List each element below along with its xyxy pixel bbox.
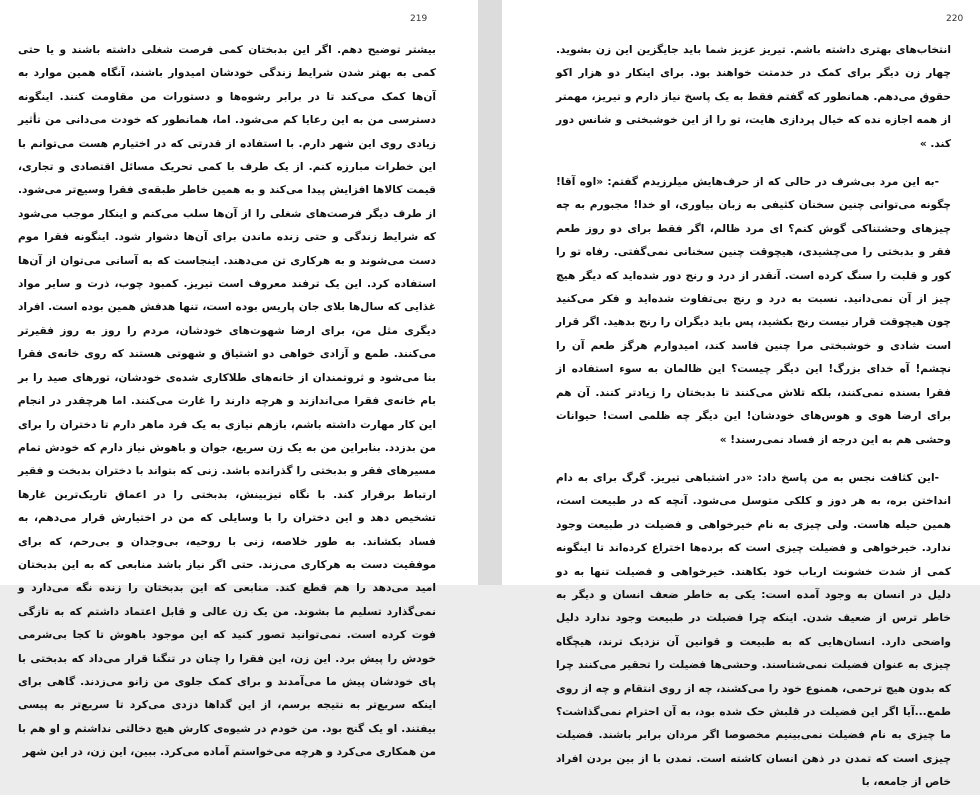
page-right — [502, 0, 980, 789]
page-number-left: 219 — [410, 14, 428, 24]
page-text-left — [18, 39, 436, 765]
page-left — [0, 0, 478, 759]
paragraph: انتخاب‌های بهتری داشته باشم. تیریز عزیز شما باید جایگزین این زن بشوید. چهار زن دیگر برای کمک در خدمتت خواهند بود. برای اینکار دو هزار اکو حقوق می‌دهم. همانطور که گفتم فقط به یک پاسخ نیاز دارم و تیریز، مهمتر از همه اجازه نده که خیال پردازی هایت، تو را از این خوشبختی و شانس دور کند. » — [556, 44, 951, 150]
page-gutter — [478, 0, 502, 585]
page-text-right — [556, 39, 951, 795]
paragraph: بیشتر توضیح دهم. اگر این بدبختان کمی فرصت شغلی داشته باشند و یا حتی کمی به بهتر شدن شرایط زندگی خودشان امیدوار باشند، آنگاه همین موارد به آن‌ها کمک می‌کند تا در برابر رشوه‌ها و دستورات من مقاومت کنند. اینگونه دسترسی من به این رعایا کم می‌شود. اما، همانطور که خودت می‌دانی من تأثیر زیادی روی این شهر دارم. با استفاده از قدرتی که در اختیارم هست می‌توانم با این خطرات مبارزه کنم. از یک طرف با کمی تحریک مسائل اقتصادی و تجاری، قیمت کالاها افزایش پیدا می‌کند و به همین خاطر طبقه‌ی فقرا وسیع‌تر می‌شود. از طرف دیگر فرصت‌های شغلی را از آن‌ها سلب می‌کنم و اینکار موجب می‌شود که شرایط زندگی و حتی زنده ماندن برای آن‌ها دشوار شود. اینگونه فقرا موم دست می‌شوند و به هرکاری تن می‌دهند. اینجاست که به آسانی می‌توان از آن‌ها استفاده کرد. این یک ترفند معروف است تیریز. کمبود چوب، ذرت و سایر مواد غذایی که سال‌ها بلای جان پاریس بوده است، تنها هدفش همین بوده است. افراد دیگری مثل من، برای ارضا شهوت‌های خودشان، مردم را روز به روز فقیرتر می‌کنند. طمع و آزادی خواهی دو اشتیاق و شهوتی هستند که روی خانه‌ی فقرا بنا می‌شود و ثروتمندان از خانه‌های طلاکاری شده‌ی خودشان، تورهای صید را بر بام خانه‌ی فقرا می‌اندازند و هرچه دارند را غارت می‌کنند. اما هرچقدر در انجام این کار مهارت داشته باشم، بازهم نیازی به یک فرد ماهر دارم تا دختران را برای من بدزدد. بنابراین من به یک زن سریع، جوان و باهوش نیاز دارم که خودش تمام مسیرهای فقر و بدبختی را گذرانده باشد. زنی که بتواند با دختران بدبخت و فقیر ارتباط برقرار کند. با نگاه تیزبینش، بدبختی را در اعماق تاریک‌ترین غارها تشخیص دهد و این دختران را با وسایلی که من در اختیارش قرار می‌دهم، به فساد بکشاند. به طور خلاصه، زنی با روحیه، بی‌وجدان و بی‌رحم، که برای موفقیت دست به هرکاری می‌زند. حتی اگر نیاز باشد منابعی که به این بدبختان امید می‌دهد را هم قطع کند. منابعی که این بدبختان را زنده نگه می‌دارد و نمی‌گذارد تسلیم ما بشوند. من یک زن عالی و قابل اعتماد داشتم که به تازگی فوت کرده است. نمی‌توانید تصور کنید که این موجود باهوش تا کجا بی‌شرمی خودش را پیش برد. این زن، این فقرا را چنان در تنگنا قرار می‌داد که بدبختی با پای خودشان پیش ما می‌آمدند و برای کمک جلوی من زانو می‌زدند. گاهی برای اینکه سریع‌تر به نتیجه برسم، از این گداها دزدی می‌کرد تا سریع‌تر به پیسی بیفتند. او یک گنج بود. من خودم در شیوه‌ی کارش هیچ دخالتی نداشتم و او هم با من همکاری می‌کرد و هرچه می‌خواستم آماده می‌کرد. ببین، این زن، در این شهر — [18, 44, 436, 759]
page-number-right: 220 — [946, 14, 964, 24]
paragraph: -به این مرد بی‌شرف در حالی که از حرف‌هایش میلرزیدم گفتم: «اوه آقا! چگونه می‌توانی چنین سخنان کثیفی به زبان بیاوری، او خدا! مجبورم به چه چیزهای وحشتناکی گوش کنم؟ ای مرد ظالم، اگر فقط برای دو روز طعم فقر و بدبختی را می‌چشیدی، هیچوقت چنین سخنانی نمی‌گفتی. رفاه تو را کور و قلبت را سنگ کرده است. آنقدر از درد و رنج دور شده‌اید که دیگر هیچ چیز از آن نمی‌دانید. نسبت به درد و رنج بی‌تفاوت شده‌اید و فکر می‌کنید چون هیچوقت قرار نیست رنج بکشید، پس باید دیگران را رنج بدهید. اگر قرار است شادی و خوشبختی مرا چنین فاسد کند، امیدوارم هرگز طعم آن را نچشم! آه خدای بزرگ! این دیگر چیست؟ این ظالمان به سوء استفاده از فقرا بسنده نمی‌کنند، بلکه تلاش می‌کنند تا بدبختان را زیادتر کنند. آن هم برای ارضا هوی و هوس‌های خودشان! این دیگر چه ظلمی است! حیوانات وحشی هم به این درجه از فساد نمی‌رسند! » — [556, 176, 951, 446]
paragraph: -این کثافت نجس به من پاسخ داد: «در اشتباهی تیریز. گرگ برای به دام انداختن بره، به هر دوز و کلکی متوسل می‌شود. آنچه که در طبیعت است، همین حیله هاست. ولی چیزی به نام خیرخواهی و فضیلت در طبیعت وجود ندارد. خیرخواهی و فضیلت چیزی است که برده‌ها اختراع کرده‌اند تا اینگونه کمی از شدت خشونت ارباب خود بکاهند. خیرخواهی و فضیلت تنها به دو دلیل در انسان به وجود آمده است: یکی به خاطر ضعف انسان و دیگر به خاطر ترس از ضعیف شدن. اینکه چرا فضیلت در طبیعت وجود ندارد دلیل واضحی دارد. انسان‌هایی که به طبیعت و قوانین آن نزدیک ترند، هیچگاه چیزی به عنوان فضیلت نمی‌شناسند. وحشی‌ها فضیلت را تحقیر می‌کنند چرا که بدون هیچ ترحمی، همنوع خود را می‌کشند، چه از روی انتقام و چه از روی طمع...آیا اگر این فضیلت در قلبش حک شده بود، به آن احترام نمی‌گذاشت؟ ما چیزی به نام فضیلت نمی‌بینیم مخصوصا اگر مردان برابر باشند. فضیلت چیزی است که تمدن در ذهن انسان کاشته است. تمدن با از بین بردن افراد خاص از جامعه، با — [556, 471, 951, 789]
